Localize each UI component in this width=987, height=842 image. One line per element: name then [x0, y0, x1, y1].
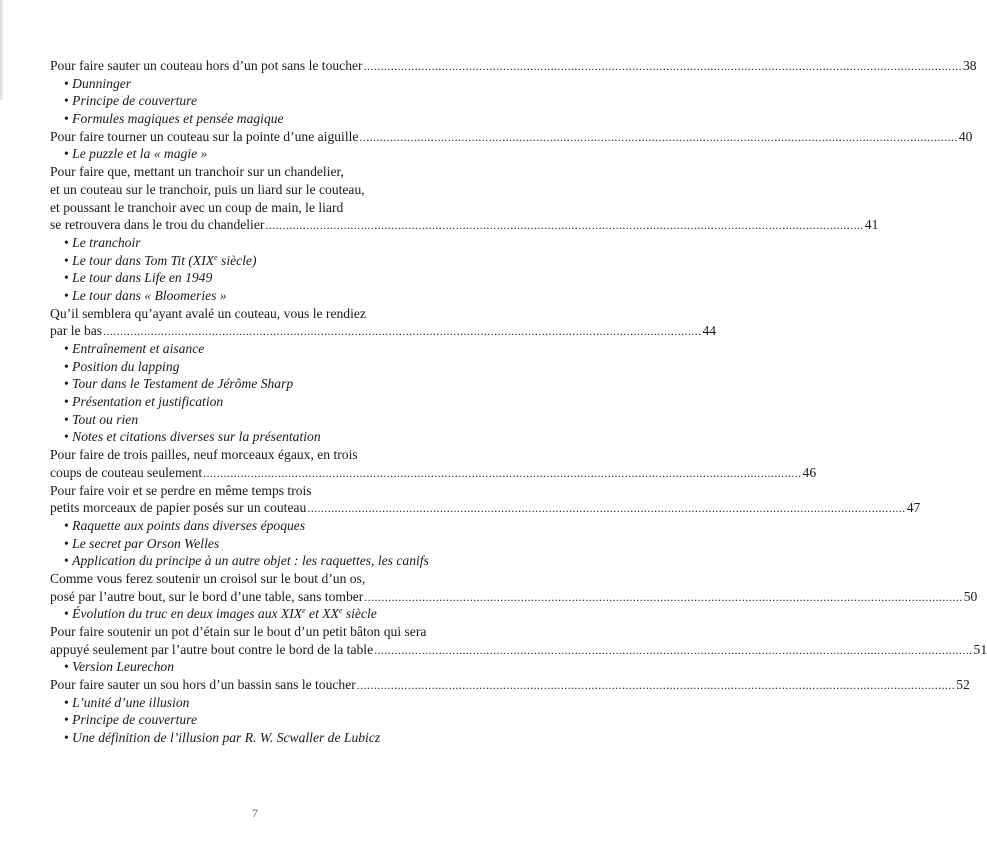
toc-entry	[50, 464, 817, 482]
toc-page-number: 40	[958, 128, 973, 144]
toc-entry	[50, 641, 987, 659]
toc-entry	[50, 676, 970, 694]
toc-entry-title: et poussant le tranchoir avec un coup de main, le liard	[50, 199, 344, 215]
toc-entry-title: par le bas	[50, 323, 103, 339]
toc-entry-title: Pour faire tourner un couteau sur la pointe d’une aiguille	[50, 128, 359, 144]
toc-subentry: • Présentation et justification	[64, 394, 224, 410]
toc-entry-title: Qu’il semblera qu’ayant avalé un couteau, vous le rendiez	[50, 305, 366, 321]
toc-subentry: • Position du lapping	[64, 358, 180, 374]
toc-subentry: • Une définition de l’illusion par R. W. Scwaller de Lubicz	[64, 730, 381, 746]
leader-dots: ................................................................................................................................................................................	[356, 678, 956, 693]
toc-subentry: • Évolution du truc en deux images aux XIXe et XXe siècle	[64, 606, 377, 622]
toc-entry-title: appuyé seulement par l’autre bout contre le bord de la table	[50, 641, 374, 657]
toc-subentry: • Notes et citations diverses sur la présentation	[64, 429, 321, 445]
toc-page-number: 41	[864, 217, 879, 233]
toc-subentry: • Dunninger	[64, 75, 132, 91]
toc-entry-title: Pour faire sauter un sou hors d’un bassin sans le toucher	[50, 677, 356, 693]
toc-subentry: • Principe de couverture	[64, 93, 197, 109]
toc-entry	[50, 588, 978, 606]
toc-subentry: • L’unité d’une illusion	[64, 694, 190, 710]
toc-entry	[50, 128, 973, 146]
toc-entry	[50, 216, 879, 234]
toc-subentry: • Tour dans le Testament de Jérôme Sharp	[64, 376, 294, 392]
toc-page-number: 51	[973, 641, 987, 657]
toc-entry-title: Pour faire soutenir un pot d’étain sur le bout d’un petit bâton qui sera	[50, 624, 427, 639]
toc-entry	[50, 57, 977, 75]
page-number: 7	[252, 806, 258, 820]
toc-entry-title: coups de couteau seulement	[50, 464, 203, 480]
toc-subentry: • Formules magiques et pensée magique	[64, 111, 284, 127]
toc-page-number: 47	[906, 500, 921, 516]
toc-subentry: • Le tour dans Tom Tit (XIXe siècle)	[64, 252, 257, 268]
toc-subentry: • Le tour dans Life en 1949	[64, 270, 213, 286]
toc-page-number: 38	[962, 58, 977, 73]
toc-entry-title: Pour faire que, mettant un tranchoir sur un chandelier,	[50, 164, 344, 180]
leader-dots: ................................................................................................................................................................................	[265, 218, 864, 233]
toc-subentry: • Entraînement et aisance	[64, 341, 205, 356]
leader-dots: ................................................................................................................................................................................	[359, 129, 958, 144]
toc-entry-title: Pour faire sauter un couteau hors d’un pot sans le toucher	[50, 58, 363, 73]
leader-dots: ................................................................................................................................................................................	[364, 589, 963, 604]
table-of-contents	[50, 57, 987, 747]
toc-page-number: 46	[802, 464, 817, 480]
toc-page-number: 44	[702, 323, 717, 339]
leader-dots: ................................................................................................................................................................................	[363, 59, 962, 73]
toc-entry-title: et un couteau sur le tranchoir, puis un liard sur le couteau,	[50, 181, 365, 197]
toc-subentry: • Le tranchoir	[64, 234, 141, 250]
toc-subentry: • Version Leurechon	[64, 659, 174, 675]
toc-entry-title: petits morceaux de papier posés sur un couteau	[50, 500, 307, 516]
toc-entry-title: Pour faire voir et se perdre en même temps trois	[50, 482, 312, 498]
leader-dots: ................................................................................................................................................................................	[103, 324, 702, 339]
toc-page-number: 50	[963, 588, 978, 604]
toc-subentry: • Le tour dans « Bloomeries »	[64, 287, 227, 303]
toc-subentry: • Le puzzle et la « magie »	[64, 146, 208, 162]
toc-entry-title: posé par l’autre bout, sur le bord d’une table, sans tomber	[50, 588, 364, 604]
leader-dots: ................................................................................................................................................................................	[307, 501, 906, 516]
toc-entry-title: se retrouvera dans le trou du chandelier	[50, 217, 265, 233]
toc-subentry: • Application du principe à un autre objet : les raquettes, les canifs	[64, 553, 429, 569]
toc-entry	[50, 322, 717, 340]
toc-page-number: 52	[956, 677, 970, 693]
toc-entry-title: Pour faire de trois pailles, neuf morceaux égaux, en trois	[50, 447, 358, 463]
toc-subentry: • Principe de couverture	[64, 712, 197, 728]
leader-dots: ................................................................................................................................................................................	[203, 465, 802, 480]
page-edge-shadow	[0, 0, 4, 100]
toc-subentry: • Le secret par Orson Welles	[64, 535, 220, 551]
toc-entry-title: Comme vous ferez soutenir un croisol sur le bout d’un os,	[50, 570, 366, 586]
toc-entry	[50, 499, 921, 517]
leader-dots: ................................................................................................................................................................................	[374, 642, 973, 657]
toc-subentry: • Raquette aux points dans diverses époques	[64, 517, 306, 533]
toc-subentry: • Tout ou rien	[64, 411, 139, 427]
